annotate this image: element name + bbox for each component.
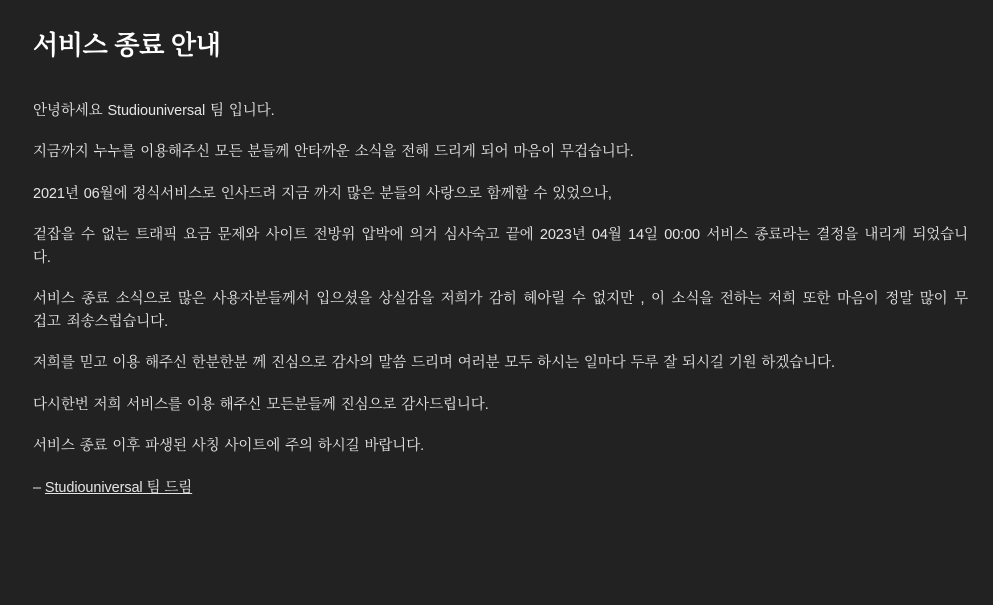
paragraph-warning: 서비스 종료 이후 파생된 사칭 사이트에 주의 하시길 바랍니다. bbox=[33, 438, 425, 455]
notice-body bbox=[33, 100, 973, 499]
signature-team-link[interactable]: Studiouniversal 팀 드림 bbox=[44, 479, 193, 496]
paragraph-reason: 겉잡을 수 없는 트래픽 요금 문제와 사이트 전방위 압박에 의거 심사숙고 끝에 2023년 04월 14일 00:00 서비스 종료라는 결정을 내리게 되었습니다. bbox=[33, 227, 968, 266]
paragraph-apology: 서비스 종료 소식으로 많은 사용자분들께서 입으셨을 상실감을 저희가 감히 헤아릴 수 없지만 , 이 소식을 전하는 저희 또한 마음이 정말 많이 무겁고 죄송스럽습니다. bbox=[33, 291, 968, 330]
paragraph-history: 2021년 06월에 정식서비스로 인사드려 지금 까지 많은 분들의 사랑으로 함께할 수 있었으나, bbox=[33, 185, 612, 202]
signature-prefix: – bbox=[33, 479, 45, 496]
paragraph-announcement: 지금까지 누누를 이용해주신 모든 분들께 안타까운 소식을 전해 드리게 되어 마음이 무겁습니다. bbox=[33, 144, 634, 161]
paragraph-final-thanks: 다시한번 저희 서비스를 이용 해주신 모든분들께 진심으로 감사드립니다. bbox=[33, 396, 489, 413]
signature bbox=[33, 477, 973, 499]
paragraph-thanks: 저희를 믿고 이용 해주신 한분한분 께 진심으로 감사의 말씀 드리며 여러분 모두 하시는 일마다 두루 잘 되시길 기원 하겠습니다. bbox=[33, 355, 835, 372]
paragraph-greeting: 안녕하세요 Studiouniversal 팀 입니다. bbox=[33, 103, 275, 119]
page-title: 서비스 종료 안내 bbox=[33, 30, 221, 61]
